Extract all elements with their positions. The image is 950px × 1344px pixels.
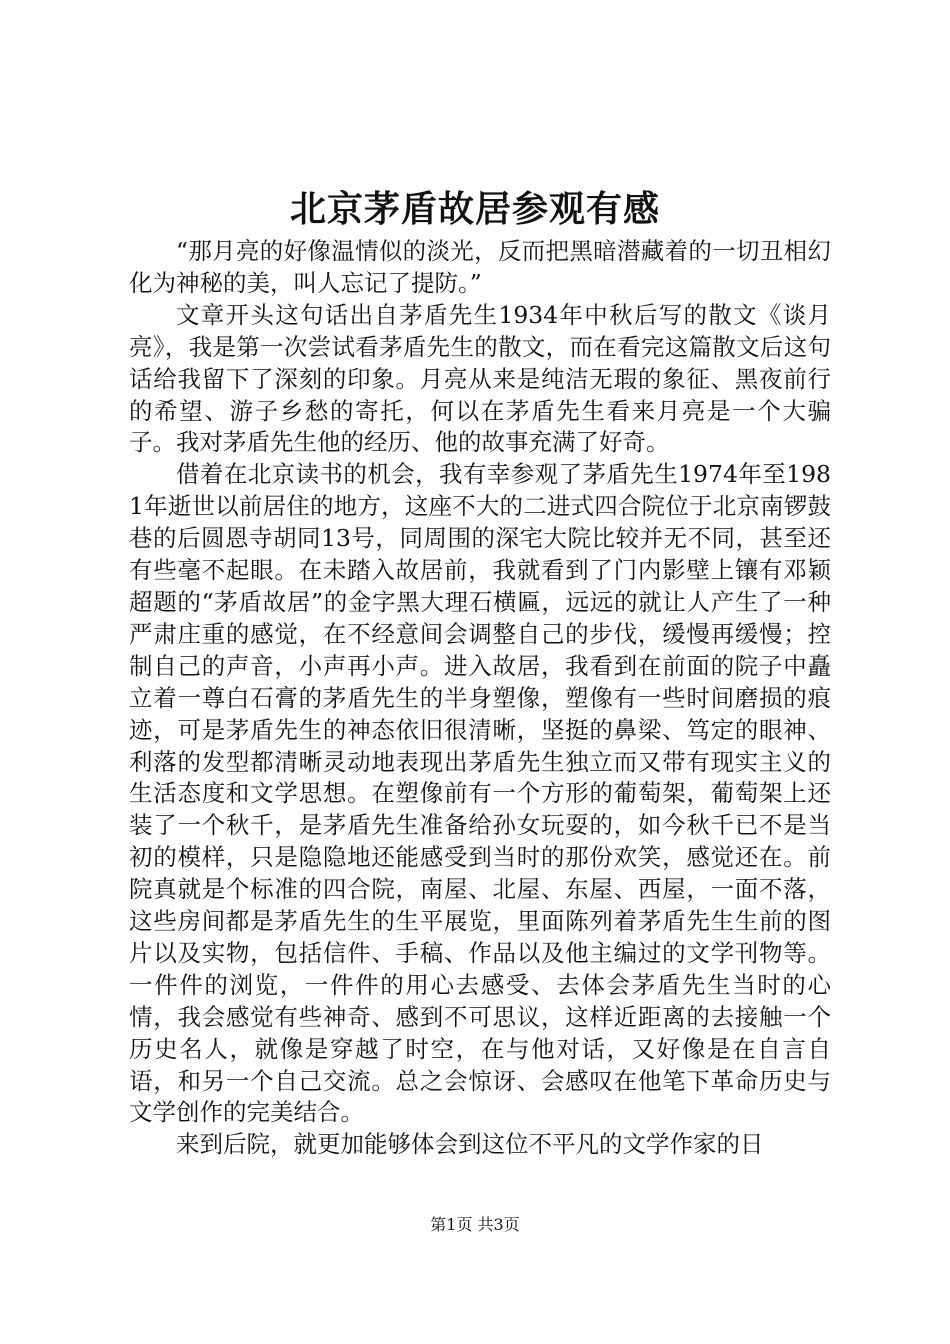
document-title: 北京茅盾故居参观有感	[289, 188, 660, 230]
paragraph-3: 借着在北京读书的机会，我有幸参观了茅盾先生1974年至1981年逝世以前居住的地方，这座不大的二进式四合院位于北京南锣鼓巷的后圆恩寺胡同13号，同周围的深宅大院比较并无不同，甚至还有些毫不起眼。在未踏入故居前，我就看到了门内影壁上镶有邓颖超题的“茅盾故居”的金字黑大理石横匾，远远的就让人产生了一种严肃庄重的感觉，在不经意间会调整自己的步伐，缓慢再缓慢；控制自己的声音，小声再小声。进入故居，我看到在前面的院子中矗立着一尊白石膏的茅盾先生的半身塑像，塑像有一些时间磨损的痕迹，可是茅盾先生的神态依旧很清晰，坚挺的鼻梁、笃定的眼神、利落的发型都清晰灵动地表现出茅盾先生独立而又带有现实主义的生活态度和文学思想。在塑像前有一个方形的葡萄架，葡萄架上还装了一个秋千，是茅盾先生准备给孙女玩耍的，如今秋千已不是当初的模样，只是隐隐地还能感受到当时的那份欢笑，感觉还在。前院真就是个标准的四合院，南屋、北屋、东屋、西屋，一面不落，这些房间都是茅盾先生的生平展览，里面陈列着茅盾先生生前的图片以及实物，包括信件、手稿、作品以及他主编过的文学刊物等。一件件的浏览，一件件的用心去感受、去体会茅盾先生当时的心情，我会感觉有些神奇、感到不可思议，这样近距离的去接触一个历史名人，就像是穿越了时空，在与他对话，又好像是在自言自语，和另一个自己交流。总之会惊讶、会感叹在他笔下革命历史与文学创作的完美结合。	[129, 460, 831, 1127]
document-body	[129, 236, 831, 1161]
paragraph-1: “那月亮的好像温情似的淡光，反而把黑暗潜藏着的一切丑相幻化为神秘的美，叫人忘记了提防。”	[129, 237, 831, 297]
page-number-footer: 第1页 共3页	[430, 1215, 520, 1234]
paragraph-2: 文章开头这句话出自茅盾先生1934年中秋后写的散文《谈月亮》，我是第一次尝试看茅盾先生的散文，而在看完这篇散文后这句话给我留下了深刻的印象。月亮从来是纯洁无瑕的象征、黑夜前行的希望、游子乡愁的寄托，何以在茅盾先生看来月亮是一个大骗子。我对茅盾先生他的经历、他的故事充满了好奇。	[129, 300, 831, 457]
paragraph-4: 来到后院，就更加能够体会到这位不平凡的文学作家的日	[176, 1130, 764, 1159]
